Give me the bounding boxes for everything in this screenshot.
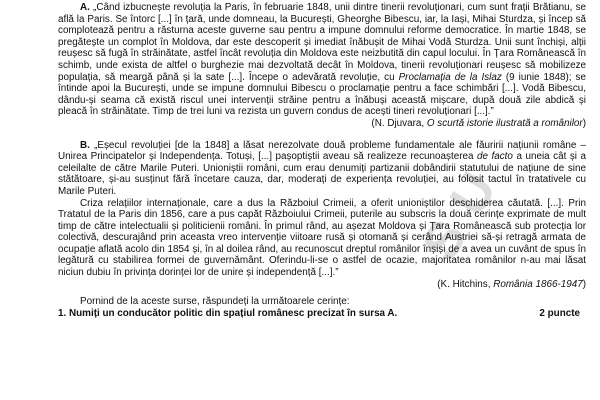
source-b-citation: (K. Hitchins, România 1866-1947)	[437, 278, 586, 290]
source-b-text-1: „Eșecul revoluției [de la 1848] a lăsat nerezolvate două probleme fundamentale ale făuririi națiunii române – Unirea Principatelor și Independența. Totuși, [...] pașoptiștii aveau să realizeze recunoașterea	[58, 139, 586, 163]
question-1-points: 2 puncte	[539, 307, 580, 319]
source-b-text-1-after: a uneia cât și a celeilalte de către Marile Puteri. Unioniștii români, cum erau denumiți partizanii dobândirii statutului de națiune de sine stătătoare, și-au susținut fără încetare cauza, dar, moderați de experiența revoluției, au folosit tactul în tratativele cu Marile Puteri.	[58, 151, 586, 197]
source-a-emphasis: Proclamația de la Islaz	[398, 71, 502, 83]
source-a-label: A.	[80, 2, 90, 13]
source-a-citation: (N. Djuvara, O scurtă istorie ilustrată a românilor)	[371, 117, 586, 129]
source-b-text-2: Criza relațiilor internaționale, care a dus la Războiul Crimeii, a oferit unioniștilor deschiderea căutată. [...]. Prin Tratatul de la Paris din 1856, care a pus capăt Războiului Crimeii, puterile au subscris la două cerințe exprimate de mult timp de către intelectualii și politicienii români. În primul rând, au așezat Moldova și Țara Românească sub protecția lor colectivă, descurajând prin aceasta vreo intervenție viitoare rusă și otomană și cerând Austriei să-și retragă armata de ocupație aflată acolo din 1854 și, în al doilea rând, au recunoscut dreptul românilor înșiși de a avea un cuvânt de spus în legătură cu stabilirea formei de guvernământ. Oferindu-li-se o astfel de ocazie, majoritatea românilor n-au mai lăsat niciun dubiu în privința dorinței lor de unire și independență [...].”	[58, 197, 586, 279]
question-1	[58, 308, 586, 320]
source-a-text-after: (9 iunie 1848); se întinde apoi la București, unde se impune domnului Bibescu o proclamație pentru a face schimbări [...]. Vodă Bibescu, dându-și seama că există riscul unei intervenții străine pentru a înăbuși această mișcare, după două zile abdică și pleacă în străinătate. Timp de trei luni va rezista un guvern condus de acești tineri revoluționari [...].”	[58, 71, 586, 118]
source-b-label: B.	[80, 139, 90, 151]
source-a-citation-row	[58, 118, 586, 130]
instructions-text: Pornind de la aceste surse, răspundeți la următoarele cerințe:	[80, 296, 350, 308]
source-b-paragraph-1	[58, 140, 586, 198]
source-b-emphasis: de facto	[477, 151, 513, 163]
source-a-paragraph	[58, 2, 586, 118]
document-body	[58, 2, 586, 319]
source-a-text: „Când izbucnește revoluția la Paris, în februarie 1848, unii dintre tinerii revoluționari, cum sunt frații Brătianu, se află la Paris. Se întorc [...] în țară, unde domneau, la București, Gheorghe Bibescu, iar, la Iași, Mihai Sturdza, și încep să complotează pentru a răsturna aceste guverne sau pentru a impune domnului reforme democratice. În martie 1848, se pregătește un complot în Moldova, dar este descoperit și imediat înăbușit de Mihai Vodă Sturdza. Unii sunt închiși, alții reușesc să fugă în străinătate, astfel încât revoluția din Moldova este neizbutită din capul locului. În Țara Românească în schimb, unde exista de altfel o burghezie mai dezvoltată decât în Moldova, tinerii revoluționari reușesc să mobilizeze populația, să meargă până și la sate [...]. Începe o adevărată revoluție, cu	[58, 2, 586, 83]
question-1-text: 1. Numiți un conducător politic din spațiul românesc precizat în sursa A.	[58, 307, 398, 319]
source-b-paragraph-2	[58, 198, 586, 279]
watermark-stamp: S U	[410, 161, 510, 271]
source-b-citation-row	[58, 279, 586, 291]
questions-section	[58, 296, 586, 319]
